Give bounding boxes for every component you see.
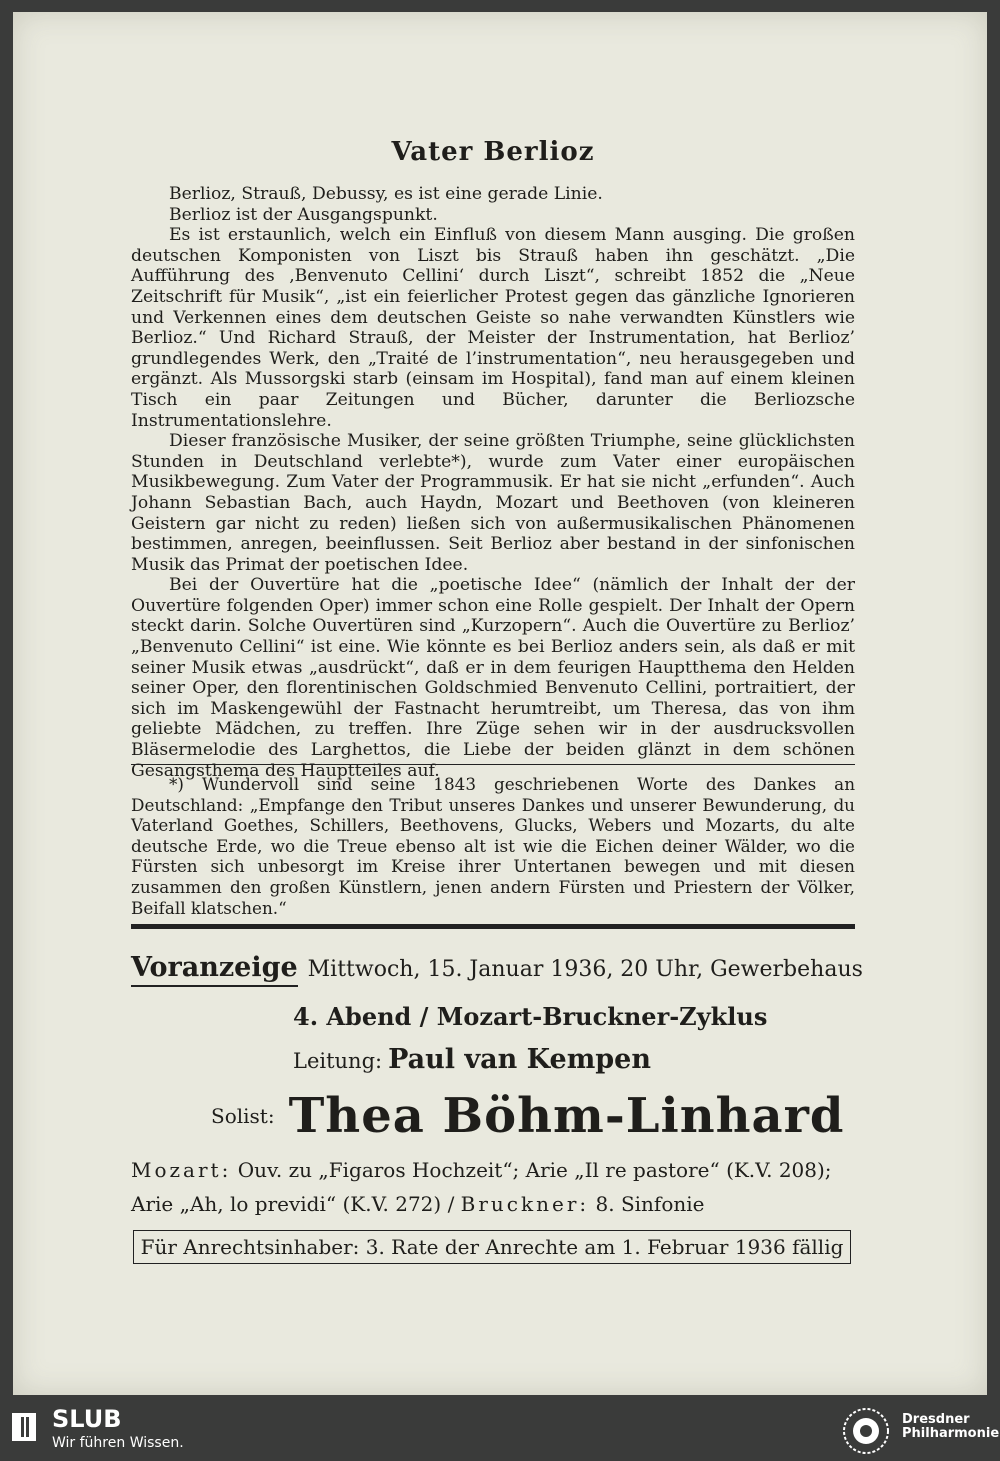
section-divider [131,924,855,929]
program-works: Arie „Ah, lo previdi“ (K.V. 272) / [131,1192,455,1216]
philharmonie-logo [842,1407,890,1455]
page-title: Vater Berlioz [391,137,595,167]
book-icon [12,1413,36,1441]
conductor-label: Leitung: [293,1049,383,1073]
footnote-text: *) Wundervoll sind seine 1843 geschriebenen Worte des Dankes an Deutschland: „Empfange den Tribut unseres Dankes und unserer Bewunderung, du Vaterland Goethes, Schillers, Beethovens, Glucks, Webers und Mozarts, du alte deutsche Erde, wo die Treue ebenso alt ist wie die Eichen deiner Wälder, wo die Fürsten sich unbesorgt im Kreise ihrer Untertanen bewegen und mit diesen zusammen den großen Künstlern, jenen andern Fürsten und Priestern der Völker, Beifall klatschen.“ [131,774,855,918]
program-composer: Bruckner: [460,1192,590,1216]
document-page [13,12,987,1395]
soloist-line [211,1088,844,1144]
paragraph: Berlioz ist der Ausgangspunkt. [169,204,438,225]
footnote-divider [131,764,855,765]
subscriber-notice: Für Anrechtsinhaber: 3. Rate der Anrechte am 1. Februar 1936 fällig [133,1230,851,1264]
conductor-name: Paul van Kempen [388,1044,651,1075]
paragraph: Es ist erstaunlich, welch ein Einfluß von diesem Mann ausging. Die großen deutschen Komponisten von Liszt bis Strauß haben ihn geschätzt. „Die Aufführung des ‚Benvenuto Cellini‘ durch Liszt“, schreibt 1852 die „Neue Zeitschrift für Musik“, „ist ein feierlicher Protest gegen das gänzliche Ignorieren und Verkennen eines dem deutschen Geiste so nahe verwandten Künstlers wie Berlioz.“ Und Richard Strauß, der Meister der Instrumentation, hat Berlioz’ grundlegendes Werk, den „Traité de l’instrumentation“, neu herausgegeben und ergänzt. Als Mussorgski starb (einsam im Hospital), fand man auf einem kleinen Tisch ein paar Zeitungen und Bücher, darunter die Berliozsche Instrumentationslehre. [131,225,855,431]
article-body [131,184,855,781]
soloist-name: Thea Böhm-Linhard [288,1088,845,1144]
paragraph: Dieser französische Musiker, der seine größten Triumphe, seine glücklichsten Stunden in Deutschland verlebte*), wurde zum Vater einer europäischen Musikbewegung. Zum Vater der Programmusik. Er hat sie nicht „erfunden“. Auch Johann Sebastian Bach, auch Haydn, Mozart und Beethoven (von kleineren Geistern gar nicht zu reden) ließen sich von außermusikalischen Phänomenen bestimmen, anregen, beeinflussen. Seit Berlioz aber bestand in der sinfonischen Musik das Primat der poetischen Idee. [131,431,855,575]
library-tagline: Wir führen Wissen. [52,1435,184,1451]
paragraph: Bei der Ouvertüre hat die „poetische Idee“ (nämlich der Inhalt der der Ouvertüre folgenden Oper) immer schon eine Rolle gespielt. Der Inhalt der Opern steckt darin. Solche Ouvertüren sind „Kurzopern“. Auch die Ouvertüre zu Berlioz’ „Benvenuto Cellini“ ist eine. Wie könnte es bei Berlioz anders sein, als daß er mit seiner Musik etwas „ausdrückt“, daß er in dem feurigen Hauptthema den Helden seiner Oper, den florentinischen Goldschmied Benvenuto Cellini, portraitiert, der sich im Maskengewühl der Fastnacht herumtreibt, um Theresa, das von ihm geliebte Mädchen, zu treffen. Ihre Züge sehen wir in der ausdrucksvollen Bläsermelodie des Larghettos, die Liebe der beiden glänzt in dem schönen Gesangsthema des Hauptteiles auf. [131,575,855,781]
partner-name: Dresdner Philharmonie [902,1412,1000,1441]
program-line-2 [131,1192,705,1216]
paragraph: Berlioz, Strauß, Debussy, es ist eine gerade Linie. [169,184,603,204]
conductor-line [293,1044,651,1075]
program-composer: Mozart: [131,1158,232,1182]
program-line-1 [131,1158,832,1182]
program-works: 8. Sinfonie [595,1192,705,1216]
event-title: 4. Abend / Mozart-Bruckner-Zyklus [293,1002,768,1031]
announcement-label: Voranzeige [131,952,298,987]
program-works: Ouv. zu „Figaros Hochzeit“; Arie „Il re pastore“ (K.V. 208); [237,1158,832,1182]
footnote [131,774,855,918]
footer-bar [0,1395,1000,1461]
library-name: SLUB [52,1405,122,1433]
date-venue: Mittwoch, 15. Januar 1936, 20 Uhr, Gewerbehaus [307,957,863,982]
soloist-label: Solist: [211,1104,275,1128]
announcement-header [131,952,863,987]
